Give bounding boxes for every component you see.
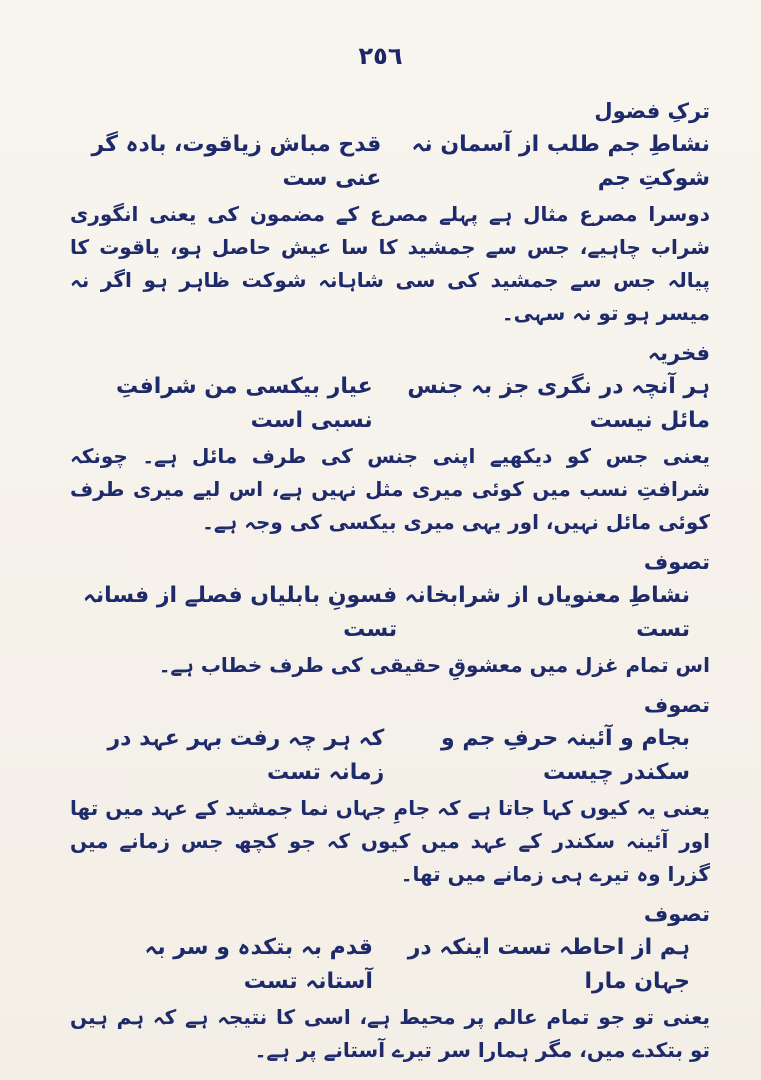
section-heading: تصوف [643, 902, 710, 926]
section-tasawwuf-2 [70, 690, 710, 891]
verse-couplet [70, 128, 710, 196]
section-tasawwuf-1 [70, 547, 710, 682]
verse-couplet [70, 722, 710, 790]
commentary-paragraph: اس تمام غزل میں معشوقِ حقیقی کی طرف خطاب ہے۔ [158, 653, 710, 677]
page-content [70, 88, 710, 1067]
section-tasawwuf-3 [70, 899, 710, 1067]
verse-second-hemistich: عیار بیکسی من شرافتِ نسبی است [116, 374, 373, 433]
commentary-paragraph: یعنی یہ کیوں کہا جاتا ہے کہ جامِ جہاں نما جمشید کے عہد میں تھا اور آئینہ سکندر کے عہد میں کیوں کہ جو کچھ جس زمانے میں گزرا وہ تیرے ہی زمانے میں تھا۔ [70, 796, 710, 886]
verse-couplet [70, 370, 710, 438]
verse-second-hemistich: قدح مباش زیاقوت، بادہ گر عنی ست [91, 132, 382, 191]
commentary-paragraph: یعنی جس کو دیکھیے اپنی جنس کی طرف مائل ہے۔ چونکہ شرافتِ نسب میں کوئی میری مثل نہیں ہے، اس لیے میری طرف کوئی مائل نہیں، اور یہی میری بیکسی کی وجہ ہے۔ [70, 444, 710, 534]
verse-second-hemistich: کہ ہر چہ رفت بہر عہد در زمانہ تست [107, 726, 385, 785]
verse-second-hemistich: قدم بہ بتکدہ و سر بہ آستانہ تست [144, 935, 373, 994]
section-heading: تصوف [643, 550, 710, 574]
verse-couplet [70, 579, 710, 647]
verse-second-hemistich: فسونِ بابلیاں فصلے از فسانہ تست [82, 583, 398, 642]
page-number: ٢٥٦ [358, 42, 403, 70]
section-tark-e-fuzool [70, 96, 710, 330]
section-heading: ترکِ فضول [594, 99, 710, 123]
commentary-paragraph: یعنی تو جو تمام عالم پر محیط ہے، اسی کا نتیجہ ہے کہ ہم ہیں تو بتکدے میں، مگر ہمارا سر تیرے آستانے پر ہے۔ [70, 1005, 710, 1062]
verse-first-hemistich: ہم از احاطہ تست اینکہ در جہان مارا [407, 935, 690, 994]
verse-couplet [70, 931, 710, 999]
verse-first-hemistich: نشاطِ معنویاں از شرابخانہ تست [404, 583, 690, 642]
section-heading: تصوف [643, 693, 710, 717]
section-fakhriya [70, 338, 710, 539]
section-heading: فخریہ [647, 341, 710, 365]
verse-first-hemistich: ہر آنچہ در نگری جز بہ جنس مائل نیست [407, 374, 710, 433]
verse-first-hemistich: نشاطِ جم طلب از آسمان نہ شوکتِ جم [411, 132, 710, 191]
commentary-paragraph: دوسرا مصرع مثال ہے پہلے مصرع کے مضمون کی یعنی انگوری شراب چاہیے، جس سے جمشید کا سا عیش حاصل ہو، یاقوت کا پیالہ جس سے جمشید کی سی شاہانہ شوکت ظاہر ہو اگر نہ میسر ہو تو نہ سہی۔ [70, 202, 710, 325]
verse-first-hemistich: بجام و آئینہ حرفِ جم و سکندر چیست [440, 726, 690, 785]
